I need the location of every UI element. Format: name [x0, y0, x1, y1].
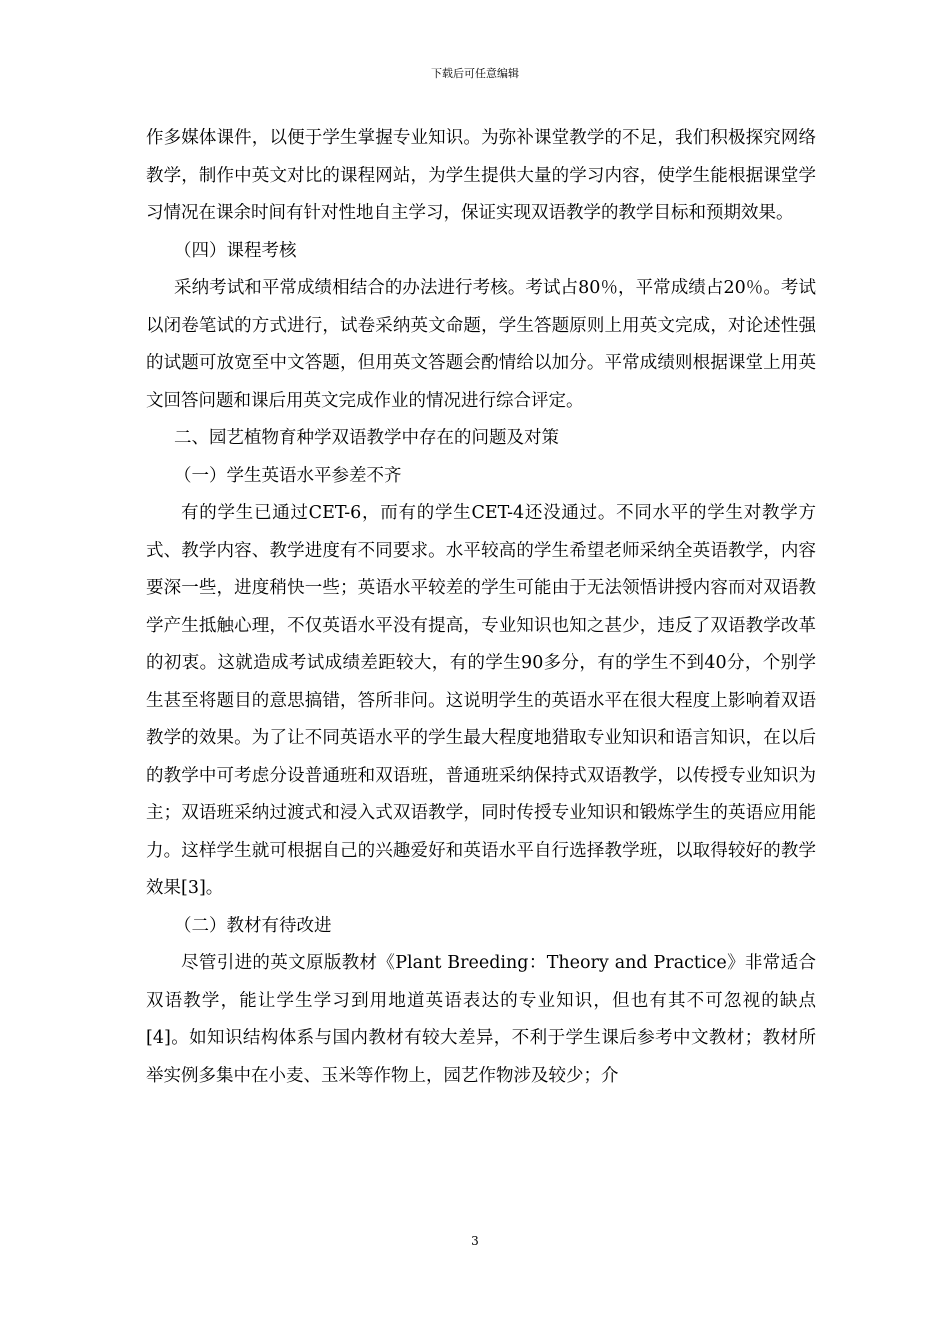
paragraph-assessment: 采纳考试和平常成绩相结合的办法进行考核。考试占80％，平常成绩占20％。考试以闭卷笔试的方式进行，试卷采纳英文命题，学生答题原则上用英文完成，对论述性强的试题可放宽至中文答题，但用英文答题会酌情给以加分。平常成绩则根据课堂上用英文回答问题和课后用英文完成作业的情况进行综合评定。: [146, 278, 816, 411]
section-heading-problems: 二、园艺植物育种学双语教学中存在的问题及对策: [174, 428, 559, 448]
subsection-heading-textbook: （二）教材有待改进: [174, 915, 332, 936]
paragraph-continuation: 作多媒体课件，以便于学生掌握专业知识。为弥补课堂教学的不足，我们积极探究网络教学，制作中英文对比的课程网站，为学生提供大量的学习内容，使学生能根据课堂学习情况在课余时间有针对性地自主学习，保证实现双语教学的教学目标和预期效果。: [146, 128, 816, 223]
page-number: 3: [471, 1234, 479, 1248]
paragraph-textbook: 尽管引进的英文原版教材《Plant Breeding：Theory and Practice》非常适合双语教学，能让学生学习到用地道英语表达的专业知识，但也有其不可忽视的缺点[4]。如知识结构体系与国内教材有较大差异，不利于学生课后参考中文教材；教材所举实例多集中在小麦、玉米等作物上，园艺作物涉及较少；介: [146, 953, 816, 1086]
paragraph-english-level: 有的学生已通过CET-6，而有的学生CET-4还没通过。不同水平的学生对教学方式、教学内容、教学进度有不同要求。水平较高的学生希望老师采纳全英语教学，内容要深一些，进度稍快一些；英语水平较差的学生可能由于无法领悟讲授内容而对双语教学产生抵触心理，不仅英语水平没有提高，专业知识也知之甚少，违反了双语教学改革的初衷。这就造成考试成绩差距较大，有的学生90多分，有的学生不到40分，个别学生甚至将题目的意思搞错，答所非问。这说明学生的英语水平在很大程度上影响着双语教学的效果。为了让不同英语水平的学生最大程度地猎取专业知识和语言知识，在以后的教学中可考虑分设普通班和双语班，普通班采纳保持式双语教学，以传授专业知识为主；双语班采纳过渡式和浸入式双语教学，同时传授专业知识和锻炼学生的英语应用能力。这样学生就可根据自己的兴趣爱好和英语水平自行选择教学班，以取得较好的教学效果[3]。: [146, 503, 816, 898]
section-heading-course-assessment: （四）课程考核: [174, 240, 297, 261]
subsection-heading-english-level: （一）学生英语水平参差不齐: [174, 465, 402, 486]
page-header: 下载后可任意编辑: [431, 67, 519, 80]
document-body: [146, 120, 816, 1095]
